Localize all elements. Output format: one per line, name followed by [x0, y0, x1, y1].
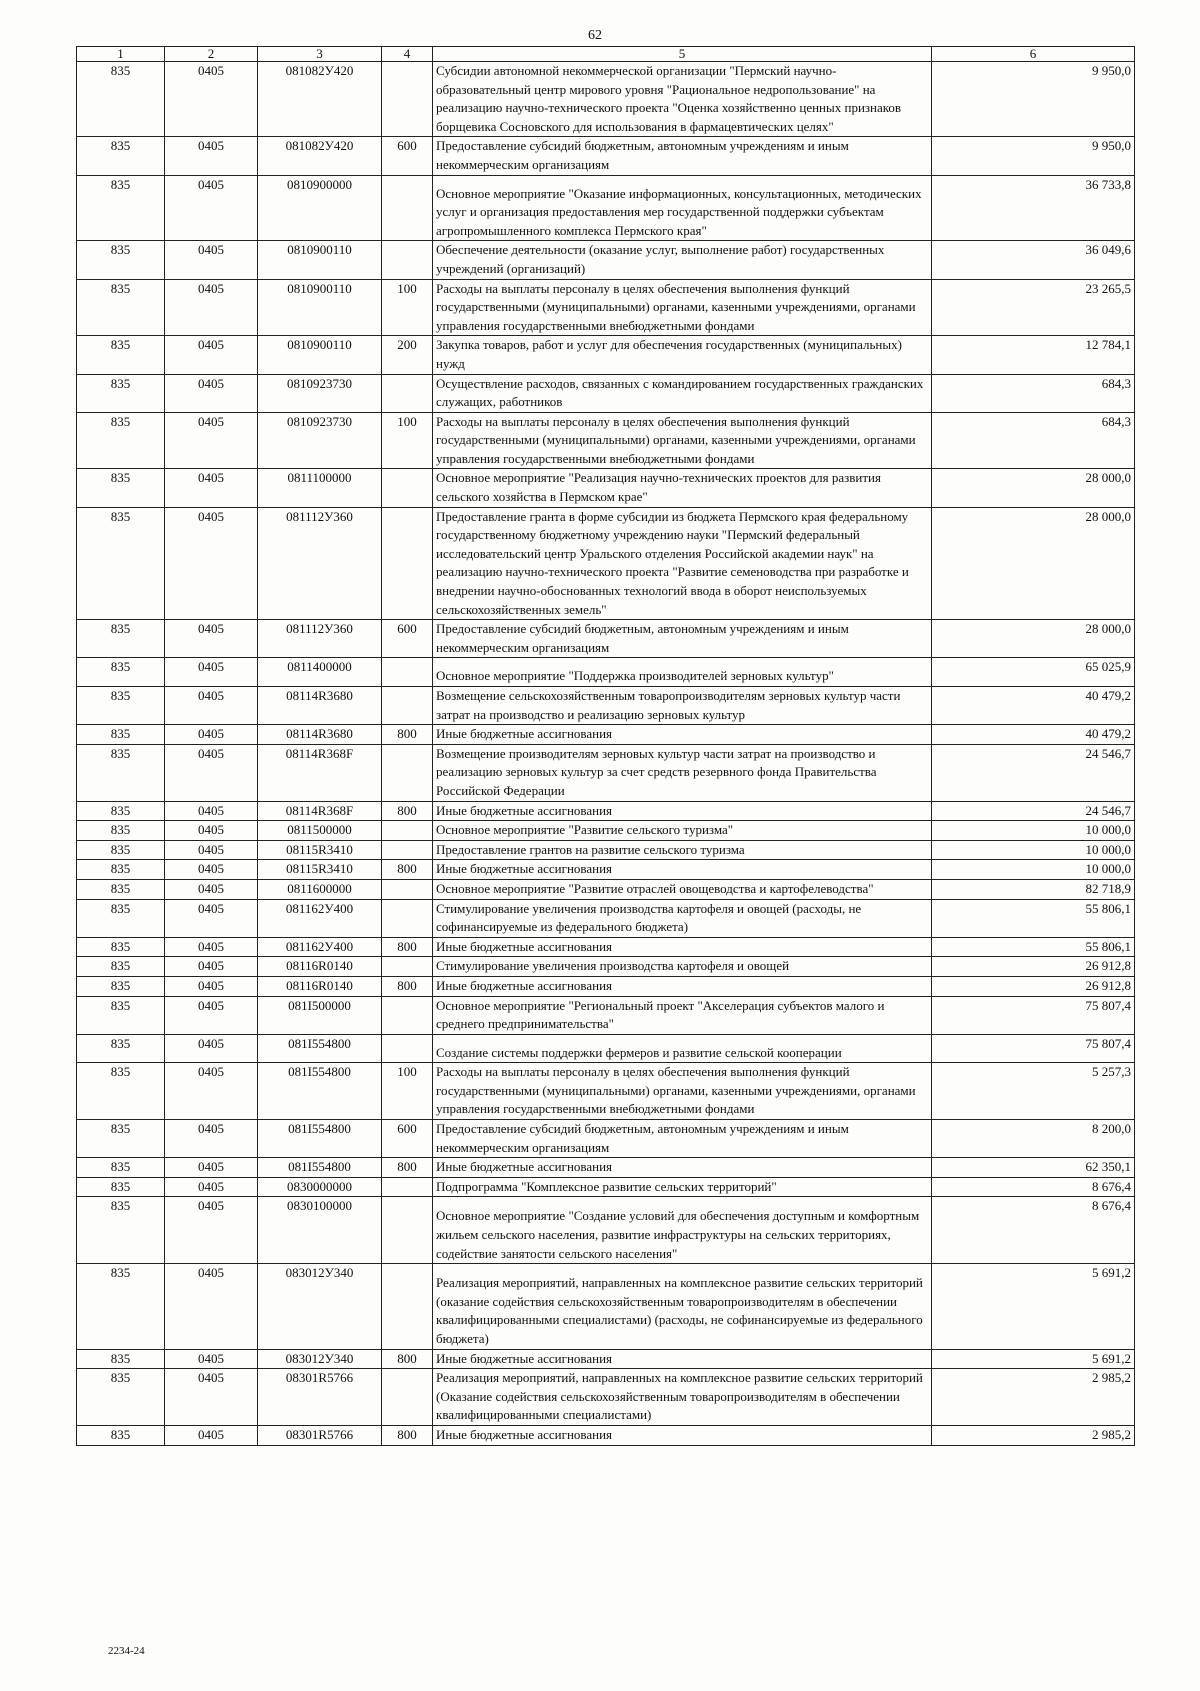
- table-row: [77, 957, 1135, 977]
- cell-section-code: 0405: [165, 1369, 258, 1426]
- table-row: [77, 1158, 1135, 1178]
- cell-section-code: 0405: [165, 957, 258, 977]
- cell-target-article-code: 08116R0140: [258, 957, 382, 977]
- cell-ministry-code: 835: [77, 821, 165, 841]
- cell-amount: 55 806,1: [932, 899, 1135, 937]
- col-header-2: 2: [165, 47, 258, 62]
- cell-section-code: 0405: [165, 469, 258, 507]
- cell-amount: 26 912,8: [932, 976, 1135, 996]
- cell-target-article-code: 081162У400: [258, 937, 382, 957]
- table-row: [77, 658, 1135, 687]
- cell-ministry-code: 835: [77, 241, 165, 279]
- cell-target-article-code: 0830000000: [258, 1177, 382, 1197]
- footer-code: 2234-24: [108, 1645, 145, 1657]
- cell-expense-type-code: 800: [382, 937, 433, 957]
- table-row: [77, 725, 1135, 745]
- table-row: [77, 137, 1135, 175]
- cell-description: Основное мероприятие "Реализация научно-технических проектов для развития сельского хозяйства в Пермском крае": [433, 469, 932, 507]
- cell-ministry-code: 835: [77, 507, 165, 620]
- cell-target-article-code: 08115R3410: [258, 840, 382, 860]
- cell-section-code: 0405: [165, 801, 258, 821]
- cell-target-article-code: 081I554800: [258, 1158, 382, 1178]
- cell-section-code: 0405: [165, 1158, 258, 1178]
- cell-description: Предоставление гранта в форме субсидии из бюджета Пермского края федеральному государственному бюджетному учреждению науки "Пермский федеральный исследовательский центр Уральского отделения Российской академии наук" на реализацию научно-технического проекта "Развитие семеноводства при разработке и внедрении научно-обоснованных технологий ввода в оборот неиспользуемых сельскохозяйственных земель": [433, 507, 932, 620]
- cell-ministry-code: 835: [77, 1369, 165, 1426]
- cell-ministry-code: 835: [77, 1349, 165, 1369]
- col-header-3: 3: [258, 47, 382, 62]
- cell-ministry-code: 835: [77, 725, 165, 745]
- cell-amount: 40 479,2: [932, 687, 1135, 725]
- cell-amount: 40 479,2: [932, 725, 1135, 745]
- cell-target-article-code: 081I554800: [258, 1063, 382, 1120]
- cell-amount: 62 350,1: [932, 1158, 1135, 1178]
- cell-description: Расходы на выплаты персоналу в целях обеспечения выполнения функций государственными (муниципальными) органами, казенными учреждениями, органами управления государственными внебюджетными фондами: [433, 1063, 932, 1120]
- cell-expense-type-code: [382, 996, 433, 1034]
- cell-description: Возмещение производителям зерновых культур части затрат на производство и реализацию зерновых культур за счет средств резервного фонда Правительства Российской Федерации: [433, 744, 932, 801]
- cell-expense-type-code: [382, 1197, 433, 1264]
- cell-ministry-code: 835: [77, 1177, 165, 1197]
- cell-expense-type-code: [382, 1369, 433, 1426]
- cell-description: Обеспечение деятельности (оказание услуг, выполнение работ) государственных учреждений (организаций): [433, 241, 932, 279]
- cell-expense-type-code: 100: [382, 1063, 433, 1120]
- cell-description: Закупка товаров, работ и услуг для обеспечения государственных (муниципальных) нужд: [433, 336, 932, 374]
- cell-description: Основное мероприятие "Оказание информационных, консультационных, методических услуг и организация предоставления мер государственной поддержки субъектам агропромышленного комплекса Пермского края": [433, 175, 932, 241]
- cell-description: Расходы на выплаты персоналу в целях обеспечения выполнения функций государственными (муниципальными) органами, казенными учреждениями, органами управления государственными внебюджетными фондами: [433, 412, 932, 469]
- cell-amount: 28 000,0: [932, 507, 1135, 620]
- table-row: [77, 821, 1135, 841]
- table-row: [77, 1063, 1135, 1120]
- cell-section-code: 0405: [165, 374, 258, 412]
- cell-amount: 10 000,0: [932, 821, 1135, 841]
- cell-description: Иные бюджетные ассигнования: [433, 725, 932, 745]
- cell-target-article-code: 08116R0140: [258, 976, 382, 996]
- col-header-6: 6: [932, 47, 1135, 62]
- cell-section-code: 0405: [165, 1349, 258, 1369]
- cell-expense-type-code: 800: [382, 860, 433, 880]
- cell-description: Иные бюджетные ассигнования: [433, 937, 932, 957]
- cell-expense-type-code: [382, 744, 433, 801]
- budget-table-container: [76, 46, 1134, 1446]
- cell-ministry-code: 835: [77, 412, 165, 469]
- table-row: [77, 937, 1135, 957]
- cell-section-code: 0405: [165, 1063, 258, 1120]
- table-row: [77, 241, 1135, 279]
- cell-amount: 75 807,4: [932, 1034, 1135, 1063]
- cell-amount: 10 000,0: [932, 840, 1135, 860]
- cell-section-code: 0405: [165, 62, 258, 137]
- cell-expense-type-code: [382, 1034, 433, 1063]
- table-row: [77, 860, 1135, 880]
- cell-expense-type-code: [382, 821, 433, 841]
- cell-description: Основное мероприятие "Создание условий для обеспечения доступным и комфортным жильем сельского населения, развитие инфраструктуры на сельских территориях, содействие занятости сельского населения": [433, 1197, 932, 1264]
- cell-description: Предоставление грантов на развитие сельского туризма: [433, 840, 932, 860]
- cell-expense-type-code: 800: [382, 725, 433, 745]
- cell-expense-type-code: [382, 899, 433, 937]
- table-row: [77, 1120, 1135, 1158]
- col-header-1: 1: [77, 47, 165, 62]
- cell-expense-type-code: 800: [382, 801, 433, 821]
- cell-amount: 2 985,2: [932, 1425, 1135, 1445]
- cell-description: Возмещение сельскохозяйственным товаропроизводителям зерновых культур части затрат на производство и реализацию зерновых культур: [433, 687, 932, 725]
- cell-ministry-code: 835: [77, 1120, 165, 1158]
- cell-section-code: 0405: [165, 175, 258, 241]
- cell-amount: 5 691,2: [932, 1264, 1135, 1349]
- cell-ministry-code: 835: [77, 1264, 165, 1349]
- cell-target-article-code: 0810923730: [258, 412, 382, 469]
- cell-description: Расходы на выплаты персоналу в целях обеспечения выполнения функций государственными (муниципальными) органами, казенными учреждениями, органами управления государственными внебюджетными фондами: [433, 279, 932, 336]
- cell-ministry-code: 835: [77, 1425, 165, 1445]
- cell-amount: 8 676,4: [932, 1197, 1135, 1264]
- table-row: [77, 1349, 1135, 1369]
- budget-table: [76, 46, 1135, 1446]
- col-header-4: 4: [382, 47, 433, 62]
- cell-expense-type-code: [382, 1177, 433, 1197]
- cell-section-code: 0405: [165, 996, 258, 1034]
- table-row: [77, 879, 1135, 899]
- cell-section-code: 0405: [165, 687, 258, 725]
- cell-ministry-code: 835: [77, 620, 165, 658]
- table-row: [77, 1034, 1135, 1063]
- cell-section-code: 0405: [165, 860, 258, 880]
- cell-amount: 75 807,4: [932, 996, 1135, 1034]
- cell-expense-type-code: [382, 62, 433, 137]
- cell-description: Осуществление расходов, связанных с командированием государственных гражданских служащих, работников: [433, 374, 932, 412]
- cell-target-article-code: 0810900110: [258, 336, 382, 374]
- cell-target-article-code: 0810900000: [258, 175, 382, 241]
- cell-target-article-code: 081I554800: [258, 1120, 382, 1158]
- cell-description: Основное мероприятие "Развитие отраслей овощеводства и картофелеводства": [433, 879, 932, 899]
- cell-ministry-code: 835: [77, 62, 165, 137]
- cell-amount: 2 985,2: [932, 1369, 1135, 1426]
- cell-section-code: 0405: [165, 620, 258, 658]
- cell-ministry-code: 835: [77, 336, 165, 374]
- cell-section-code: 0405: [165, 821, 258, 841]
- cell-section-code: 0405: [165, 899, 258, 937]
- cell-target-article-code: 0810900110: [258, 279, 382, 336]
- table-body: [77, 62, 1135, 1446]
- cell-amount: 65 025,9: [932, 658, 1135, 687]
- table-row: [77, 374, 1135, 412]
- cell-ministry-code: 835: [77, 879, 165, 899]
- cell-description: Иные бюджетные ассигнования: [433, 860, 932, 880]
- table-row: [77, 1197, 1135, 1264]
- cell-description: Иные бюджетные ассигнования: [433, 801, 932, 821]
- cell-ministry-code: 835: [77, 937, 165, 957]
- cell-target-article-code: 083012У340: [258, 1349, 382, 1369]
- cell-section-code: 0405: [165, 976, 258, 996]
- cell-ministry-code: 835: [77, 1197, 165, 1264]
- cell-expense-type-code: [382, 374, 433, 412]
- cell-description: Реализация мероприятий, направленных на комплексное развитие сельских территорий (Оказание содействия сельскохозяйственным товаропроизводителям в обеспечении квалифицированными специалистами): [433, 1369, 932, 1426]
- cell-section-code: 0405: [165, 1425, 258, 1445]
- header-row: [77, 47, 1135, 62]
- cell-amount: 24 546,7: [932, 801, 1135, 821]
- cell-target-article-code: 08114R368F: [258, 744, 382, 801]
- cell-expense-type-code: [382, 507, 433, 620]
- cell-target-article-code: 081082У420: [258, 137, 382, 175]
- cell-description: Иные бюджетные ассигнования: [433, 1158, 932, 1178]
- cell-description: Предоставление субсидий бюджетным, автономным учреждениям и иным некоммерческим организациям: [433, 1120, 932, 1158]
- table-row: [77, 1264, 1135, 1349]
- cell-expense-type-code: 100: [382, 279, 433, 336]
- cell-amount: 8 676,4: [932, 1177, 1135, 1197]
- cell-description: Стимулирование увеличения производства картофеля и овощей (расходы, не софинансируемые из федерального бюджета): [433, 899, 932, 937]
- cell-expense-type-code: 600: [382, 137, 433, 175]
- cell-amount: 24 546,7: [932, 744, 1135, 801]
- cell-target-article-code: 0810900110: [258, 241, 382, 279]
- cell-description: Предоставление субсидий бюджетным, автономным учреждениям и иным некоммерческим организациям: [433, 620, 932, 658]
- cell-section-code: 0405: [165, 412, 258, 469]
- table-row: [77, 1425, 1135, 1445]
- table-row: [77, 62, 1135, 137]
- cell-expense-type-code: 800: [382, 1158, 433, 1178]
- cell-target-article-code: 0811400000: [258, 658, 382, 687]
- cell-expense-type-code: [382, 175, 433, 241]
- cell-section-code: 0405: [165, 279, 258, 336]
- table-row: [77, 412, 1135, 469]
- cell-section-code: 0405: [165, 1264, 258, 1349]
- cell-ministry-code: 835: [77, 976, 165, 996]
- cell-expense-type-code: [382, 687, 433, 725]
- cell-target-article-code: 0830100000: [258, 1197, 382, 1264]
- cell-amount: 5 257,3: [932, 1063, 1135, 1120]
- cell-ministry-code: 835: [77, 840, 165, 860]
- cell-amount: 8 200,0: [932, 1120, 1135, 1158]
- cell-description: Иные бюджетные ассигнования: [433, 1425, 932, 1445]
- table-row: [77, 279, 1135, 336]
- cell-description: Создание системы поддержки фермеров и развитие сельской кооперации: [433, 1034, 932, 1063]
- cell-target-article-code: 08301R5766: [258, 1425, 382, 1445]
- cell-target-article-code: 08114R368F: [258, 801, 382, 821]
- cell-section-code: 0405: [165, 937, 258, 957]
- cell-description: Подпрограмма "Комплексное развитие сельских территорий": [433, 1177, 932, 1197]
- table-row: [77, 744, 1135, 801]
- cell-section-code: 0405: [165, 1197, 258, 1264]
- table-row: [77, 801, 1135, 821]
- cell-amount: 36 733,8: [932, 175, 1135, 241]
- cell-expense-type-code: 600: [382, 620, 433, 658]
- cell-section-code: 0405: [165, 507, 258, 620]
- cell-ministry-code: 835: [77, 1034, 165, 1063]
- cell-section-code: 0405: [165, 336, 258, 374]
- table-row: [77, 1177, 1135, 1197]
- cell-amount: 9 950,0: [932, 137, 1135, 175]
- cell-expense-type-code: [382, 1264, 433, 1349]
- page-number: 62: [588, 28, 602, 43]
- cell-expense-type-code: 100: [382, 412, 433, 469]
- cell-description: Иные бюджетные ассигнования: [433, 976, 932, 996]
- cell-description: Основное мероприятие "Региональный проект "Акселерация субъектов малого и среднего предпринимательства": [433, 996, 932, 1034]
- cell-description: Стимулирование увеличения производства картофеля и овощей: [433, 957, 932, 977]
- cell-amount: 684,3: [932, 412, 1135, 469]
- cell-ministry-code: 835: [77, 996, 165, 1034]
- cell-expense-type-code: 200: [382, 336, 433, 374]
- cell-ministry-code: 835: [77, 279, 165, 336]
- cell-ministry-code: 835: [77, 744, 165, 801]
- cell-description: Основное мероприятие "Поддержка производителей зерновых культур": [433, 658, 932, 687]
- table-row: [77, 336, 1135, 374]
- table-row: [77, 620, 1135, 658]
- cell-amount: 23 265,5: [932, 279, 1135, 336]
- cell-target-article-code: 083012У340: [258, 1264, 382, 1349]
- cell-target-article-code: 0811100000: [258, 469, 382, 507]
- cell-expense-type-code: [382, 658, 433, 687]
- cell-amount: 684,3: [932, 374, 1135, 412]
- cell-target-article-code: 081162У400: [258, 899, 382, 937]
- cell-expense-type-code: [382, 840, 433, 860]
- cell-amount: 36 049,6: [932, 241, 1135, 279]
- cell-ministry-code: 835: [77, 957, 165, 977]
- cell-target-article-code: 0811600000: [258, 879, 382, 899]
- cell-section-code: 0405: [165, 658, 258, 687]
- cell-target-article-code: 0810923730: [258, 374, 382, 412]
- cell-description: Реализация мероприятий, направленных на комплексное развитие сельских территорий (оказание содействия сельскохозяйственным товаропроизводителям в обеспечении квалифицированными специалистами) (расходы, не софинансируемые из федерального бюджета): [433, 1264, 932, 1349]
- cell-expense-type-code: [382, 241, 433, 279]
- cell-target-article-code: 081112У360: [258, 620, 382, 658]
- cell-amount: 26 912,8: [932, 957, 1135, 977]
- cell-ministry-code: 835: [77, 860, 165, 880]
- cell-expense-type-code: [382, 957, 433, 977]
- cell-amount: 12 784,1: [932, 336, 1135, 374]
- cell-ministry-code: 835: [77, 1063, 165, 1120]
- cell-ministry-code: 835: [77, 687, 165, 725]
- cell-ministry-code: 835: [77, 469, 165, 507]
- cell-target-article-code: 08115R3410: [258, 860, 382, 880]
- cell-section-code: 0405: [165, 1034, 258, 1063]
- table-row: [77, 1369, 1135, 1426]
- cell-description: Иные бюджетные ассигнования: [433, 1349, 932, 1369]
- cell-expense-type-code: [382, 879, 433, 899]
- table-row: [77, 507, 1135, 620]
- cell-section-code: 0405: [165, 1120, 258, 1158]
- cell-expense-type-code: 600: [382, 1120, 433, 1158]
- table-row: [77, 976, 1135, 996]
- table-row: [77, 899, 1135, 937]
- cell-section-code: 0405: [165, 137, 258, 175]
- col-header-5: 5: [433, 47, 932, 62]
- cell-ministry-code: 835: [77, 1158, 165, 1178]
- cell-ministry-code: 835: [77, 658, 165, 687]
- cell-amount: 5 691,2: [932, 1349, 1135, 1369]
- cell-expense-type-code: [382, 469, 433, 507]
- table-row: [77, 840, 1135, 860]
- table-row: [77, 996, 1135, 1034]
- cell-target-article-code: 081112У360: [258, 507, 382, 620]
- cell-description: Субсидии автономной некоммерческой организации "Пермский научно-образовательный центр мирового уровня "Рациональное недропользование" на реализацию научно-технического проекта "Оценка хозяйственно ценных признаков борщевика Сосновского для использования в фармацевтических целях": [433, 62, 932, 137]
- cell-target-article-code: 08114R3680: [258, 725, 382, 745]
- cell-section-code: 0405: [165, 840, 258, 860]
- cell-amount: 28 000,0: [932, 469, 1135, 507]
- cell-description: Основное мероприятие "Развитие сельского туризма": [433, 821, 932, 841]
- cell-ministry-code: 835: [77, 899, 165, 937]
- cell-expense-type-code: 800: [382, 976, 433, 996]
- cell-description: Предоставление субсидий бюджетным, автономным учреждениям и иным некоммерческим организациям: [433, 137, 932, 175]
- cell-section-code: 0405: [165, 725, 258, 745]
- table-row: [77, 469, 1135, 507]
- cell-target-article-code: 0811500000: [258, 821, 382, 841]
- cell-expense-type-code: 800: [382, 1349, 433, 1369]
- cell-amount: 28 000,0: [932, 620, 1135, 658]
- cell-section-code: 0405: [165, 1177, 258, 1197]
- cell-amount: 55 806,1: [932, 937, 1135, 957]
- cell-target-article-code: 081I554800: [258, 1034, 382, 1063]
- cell-section-code: 0405: [165, 879, 258, 899]
- cell-ministry-code: 835: [77, 801, 165, 821]
- cell-ministry-code: 835: [77, 175, 165, 241]
- table-row: [77, 175, 1135, 241]
- cell-section-code: 0405: [165, 744, 258, 801]
- cell-amount: 82 718,9: [932, 879, 1135, 899]
- cell-amount: 9 950,0: [932, 62, 1135, 137]
- cell-ministry-code: 835: [77, 137, 165, 175]
- table-row: [77, 687, 1135, 725]
- cell-target-article-code: 08114R3680: [258, 687, 382, 725]
- cell-expense-type-code: 800: [382, 1425, 433, 1445]
- cell-target-article-code: 08301R5766: [258, 1369, 382, 1426]
- cell-target-article-code: 081082У420: [258, 62, 382, 137]
- cell-target-article-code: 081I500000: [258, 996, 382, 1034]
- cell-ministry-code: 835: [77, 374, 165, 412]
- cell-amount: 10 000,0: [932, 860, 1135, 880]
- cell-section-code: 0405: [165, 241, 258, 279]
